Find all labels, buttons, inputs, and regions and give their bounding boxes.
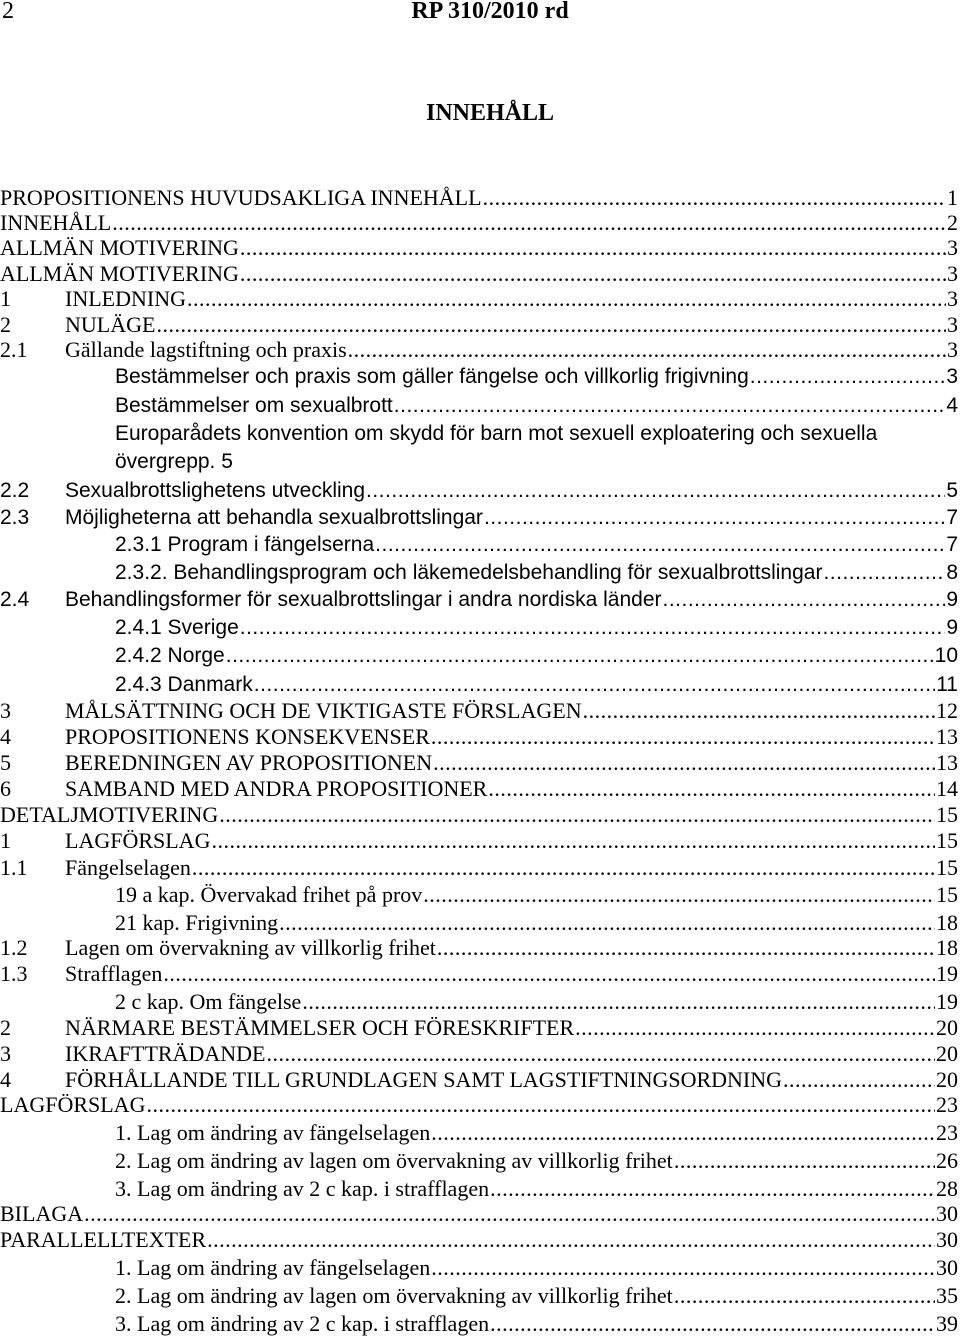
toc-dot-leader — [750, 364, 946, 390]
toc-entry-number: 5 — [0, 750, 11, 775]
toc-entry-title: LAGFÖRSLAG — [65, 828, 211, 853]
toc-entry[interactable] — [0, 882, 958, 908]
toc-entry-page: 3 — [947, 286, 958, 311]
toc-dot-leader — [240, 615, 946, 641]
toc-entry-page: 11 — [936, 673, 958, 696]
toc-entry[interactable] — [0, 1255, 958, 1281]
toc-entry[interactable] — [0, 1067, 958, 1093]
toc-dot-leader — [211, 828, 935, 854]
toc-entry[interactable] — [0, 615, 958, 641]
toc-entry-title: 2.4.1 Sverige — [115, 616, 239, 639]
toc-entry-page: 30 — [936, 1255, 958, 1280]
toc-entry-title: Bestämmelser om sexualbrott — [115, 394, 393, 417]
toc-entry-number: 1.1 — [0, 855, 28, 880]
toc-entry-page: 3 — [947, 261, 958, 286]
toc-entry-title: PARALLELLTEXTER — [0, 1227, 207, 1252]
toc-entry-title: INNEHÅLL — [0, 210, 112, 235]
toc-dot-leader — [431, 724, 935, 750]
toc-entry-page: 13 — [936, 750, 958, 775]
toc-entry-page: 5 — [946, 479, 958, 502]
toc-entry-number: 2.3 — [0, 506, 30, 529]
toc-dot-leader — [375, 532, 945, 558]
toc-dot-leader — [431, 1255, 935, 1281]
toc-dot-leader — [490, 1176, 935, 1202]
toc-dot-leader — [187, 286, 946, 312]
toc-entry-number: 1.3 — [0, 961, 28, 986]
toc-entry-title: 19 a kap. Övervakad frihet på prov — [115, 882, 423, 907]
toc-dot-leader — [207, 1227, 935, 1253]
toc-entry-title: 2. Lag om ändring av lagen om övervakning av villkorlig frihet — [115, 1148, 673, 1173]
toc-entry[interactable] — [0, 1041, 958, 1067]
toc-entry[interactable] — [0, 532, 958, 558]
toc-entry-number: 2.2 — [0, 479, 30, 502]
toc-entry[interactable] — [0, 802, 958, 828]
toc-entry-title: DETALJMOTIVERING — [0, 802, 219, 827]
toc-entry-page: 1 — [947, 185, 958, 210]
toc-entry[interactable] — [0, 989, 958, 1015]
toc-dot-leader — [663, 587, 946, 613]
toc-entry[interactable] — [0, 672, 958, 698]
toc-entry-title: PROPOSITIONENS KONSEKVENSER — [65, 724, 430, 749]
toc-entry-title: NÄRMARE BESTÄMMELSER OCH FÖRESKRIFTER — [65, 1015, 575, 1040]
toc-dot-leader — [823, 560, 945, 586]
toc-entry-title: BILAGA — [0, 1201, 84, 1226]
toc-entry[interactable] — [0, 1015, 958, 1041]
toc-entry[interactable] — [0, 560, 958, 586]
toc-entry-title: Möjligheterna att behandla sexualbrottslingar — [65, 506, 483, 529]
toc-entry-number: 3 — [0, 698, 11, 723]
toc-dot-leader — [219, 802, 935, 828]
toc-entry-page: 15 — [936, 855, 958, 880]
toc-entry-page: 23 — [936, 1120, 958, 1145]
toc-entry[interactable] — [0, 210, 958, 236]
toc-entry-number: 2.4 — [0, 588, 30, 611]
toc-entry[interactable] — [0, 910, 958, 936]
toc-entry[interactable] — [0, 337, 958, 363]
toc-entry-page: 12 — [936, 698, 958, 723]
toc-entry-title: 2.4.2 Norge — [115, 644, 225, 667]
toc-entry-page: 9 — [946, 616, 958, 639]
toc-entry-title: IKRAFTTRÄDANDE — [65, 1041, 266, 1066]
toc-entry-page: 20 — [936, 1067, 958, 1092]
toc-entry-title: 3. Lag om ändring av 2 c kap. i strafflagen — [115, 1311, 490, 1336]
toc-entry-title: 21 kap. Frigivning — [115, 910, 279, 935]
toc-dot-leader — [437, 935, 935, 961]
toc-dot-leader — [483, 185, 946, 211]
toc-entry-page: 20 — [936, 1015, 958, 1040]
toc-entry-page: 39 — [936, 1311, 958, 1336]
toc-entry[interactable] — [0, 750, 958, 776]
toc-entry-title: SAMBAND MED ANDRA PROPOSITIONER — [65, 776, 488, 801]
toc-entry-title: Sexualbrottslighetens utveckling — [65, 479, 366, 502]
toc-entry-title: ALLMÄN MOTIVERING — [0, 261, 239, 286]
toc-entry[interactable] — [0, 1120, 958, 1146]
toc-dot-leader — [279, 910, 935, 936]
toc-entry-page: 13 — [936, 724, 958, 749]
toc-entry[interactable] — [0, 1148, 958, 1174]
toc-entry-title: FÖRHÅLLANDE TILL GRUNDLAGEN SAMT LAGSTIFTNINGSORDNING — [65, 1067, 783, 1092]
toc-entry-title: Fängelselagen — [65, 855, 191, 880]
toc-entry-number: 1.2 — [0, 935, 28, 960]
toc-entry-page: 30 — [936, 1227, 958, 1252]
toc-entry-page: 5 — [215, 450, 233, 473]
toc-entry[interactable] — [0, 421, 958, 447]
toc-entry-page: 9 — [946, 588, 958, 611]
toc-entry-title: 2.3.2. Behandlingsprogram och läkemedelsbehandling för sexualbrottslingar — [115, 561, 823, 584]
toc-entry-title: NULÄGE — [65, 312, 156, 337]
toc-entry-title: 2. Lag om ändring av lagen om övervakning av villkorlig frihet — [115, 1283, 673, 1308]
toc-entry-number: 1 — [0, 828, 11, 853]
toc-dot-leader — [226, 643, 934, 669]
toc-dot-leader — [488, 776, 935, 802]
toc-entry-page: 2 — [947, 210, 958, 235]
toc-entry[interactable] — [0, 1311, 958, 1337]
toc-entry-title: Strafflagen — [65, 961, 163, 986]
toc-entry[interactable] — [0, 286, 958, 312]
toc-entry[interactable] — [0, 724, 958, 750]
toc-entry-title: 2.4.3 Danmark — [115, 673, 253, 696]
toc-entry-title: BEREDNINGEN AV PROPOSITIONEN — [65, 750, 433, 775]
toc-entry[interactable] — [0, 643, 958, 669]
toc-dot-leader — [484, 505, 945, 531]
toc-dot-leader — [575, 1015, 935, 1041]
toc-dot-leader — [433, 750, 935, 776]
toc-dot-leader — [423, 882, 935, 908]
toc-dot-leader — [674, 1283, 935, 1309]
toc-dot-leader — [146, 1092, 935, 1118]
toc-entry[interactable] — [0, 185, 958, 211]
toc-entry-title: Gällande lagstiftning och praxis — [65, 337, 347, 362]
toc-dot-leader — [348, 337, 946, 363]
toc-entry-page: 3 — [947, 312, 958, 337]
toc-entry-title: MÅLSÄTTNING OCH DE VIKTIGASTE FÖRSLAGEN — [65, 698, 582, 723]
toc-entry-page: 30 — [936, 1201, 958, 1226]
toc-dot-leader — [192, 855, 935, 881]
toc-entry-page: 7 — [946, 506, 958, 529]
toc-entry[interactable] — [0, 1227, 958, 1253]
toc-entry-title: Europarådets konvention om skydd för barn mot sexuell exploatering och sexuella — [115, 422, 878, 445]
toc-entry-page: 15 — [936, 802, 958, 827]
toc-dot-leader — [240, 235, 946, 261]
toc-entry-page: 3 — [947, 235, 958, 260]
toc-entry-page: 3 — [947, 337, 958, 362]
toc-dot-leader — [240, 261, 946, 287]
toc-entry-page: 10 — [934, 644, 958, 667]
toc-entry-page: 4 — [946, 394, 958, 417]
toc-entry[interactable] — [0, 776, 958, 802]
toc-entry-number: 4 — [0, 724, 11, 749]
toc-entry-page: 23 — [936, 1092, 958, 1117]
toc-entry-page: 19 — [936, 989, 958, 1014]
toc-entry-title: 2.3.1 Program i fängelserna — [115, 533, 375, 556]
toc-entry-title: PROPOSITIONENS HUVUDSAKLIGA INNEHÅLL — [0, 185, 482, 210]
toc-entry[interactable] — [0, 828, 958, 854]
toc-entry[interactable] — [0, 235, 958, 261]
toc-dot-leader — [431, 1120, 935, 1146]
toc-entry-page: 7 — [946, 533, 958, 556]
toc-dot-leader — [490, 1311, 935, 1337]
toc-entry-page: 28 — [936, 1176, 958, 1201]
toc-entry[interactable] — [0, 312, 958, 338]
toc-entry-number: 6 — [0, 776, 11, 801]
toc-entry[interactable] — [0, 505, 958, 531]
toc-entry-title: 3. Lag om ändring av 2 c kap. i strafflagen — [115, 1176, 490, 1201]
toc-entry-number: 2 — [0, 1015, 11, 1040]
toc-entry-page: 20 — [936, 1041, 958, 1066]
toc-entry[interactable] — [0, 364, 958, 390]
toc-entry[interactable] — [0, 698, 958, 724]
toc-entry-title: 2 c kap. Om fängelse — [115, 989, 302, 1014]
toc-entry[interactable] — [0, 587, 958, 613]
toc-entry-number: 2 — [0, 312, 11, 337]
toc-heading: INNEHÅLL — [425, 100, 555, 126]
toc-entry[interactable] — [0, 1283, 958, 1309]
toc-dot-leader — [674, 1148, 935, 1174]
toc-entry-page: 18 — [936, 910, 958, 935]
toc-entry-title: 1. Lag om ändring av fängelselagen — [115, 1120, 431, 1145]
toc-entry[interactable] — [0, 261, 958, 287]
toc-entry-title: Behandlingsformer för sexualbrottslingar i andra nordiska länder — [65, 588, 662, 611]
toc-entry[interactable] — [0, 855, 958, 881]
toc-entry-page: 15 — [936, 882, 958, 907]
toc-entry-continuation[interactable] — [0, 449, 958, 475]
toc-dot-leader — [156, 312, 946, 338]
toc-entry-number: 2.1 — [0, 337, 28, 362]
toc-entry-page: 8 — [946, 561, 958, 584]
toc-entry[interactable] — [0, 1201, 958, 1227]
toc-entry-title: Lagen om övervakning av villkorlig frihet — [65, 935, 436, 960]
toc-dot-leader — [112, 210, 946, 236]
toc-entry-title-continuation: övergrepp. — [115, 450, 216, 473]
toc-entry-title: Bestämmelser och praxis som gäller fängelse och villkorlig frigivning — [115, 365, 749, 388]
document-id: RP 310/2010 rd — [411, 0, 569, 24]
toc-entry-page: 18 — [936, 935, 958, 960]
toc-entry[interactable] — [0, 961, 958, 987]
toc-entry-page: 15 — [936, 828, 958, 853]
toc-entry[interactable] — [0, 1092, 958, 1118]
toc-entry-number: 1 — [0, 286, 11, 311]
toc-entry-title: ALLMÄN MOTIVERING — [0, 235, 239, 260]
toc-dot-leader — [366, 478, 945, 504]
toc-entry-title: LAGFÖRSLAG — [0, 1092, 146, 1117]
toc-entry-page: 3 — [946, 365, 958, 388]
toc-dot-leader — [254, 672, 935, 698]
toc-dot-leader — [302, 989, 935, 1015]
toc-dot-leader — [583, 698, 935, 724]
toc-entry[interactable] — [0, 393, 958, 419]
toc-entry-number: 3 — [0, 1041, 11, 1066]
toc-entry-page: 14 — [936, 776, 958, 801]
toc-dot-leader — [84, 1201, 935, 1227]
toc-entry-title: 1. Lag om ändring av fängelselagen — [115, 1255, 431, 1280]
toc-dot-leader — [783, 1067, 935, 1093]
toc-entry-page: 26 — [936, 1148, 958, 1173]
toc-entry-title: INLEDNING — [65, 286, 186, 311]
toc-entry-page: 19 — [936, 961, 958, 986]
toc-entry-number: 4 — [0, 1067, 11, 1092]
toc-dot-leader — [163, 961, 935, 987]
toc-entry[interactable] — [0, 935, 958, 961]
toc-dot-leader — [394, 393, 946, 419]
toc-entry[interactable] — [0, 478, 958, 504]
toc-dot-leader — [266, 1041, 935, 1067]
toc-entry[interactable] — [0, 1176, 958, 1202]
toc-entry-page: 35 — [936, 1283, 958, 1308]
page-number: 2 — [2, 0, 14, 24]
